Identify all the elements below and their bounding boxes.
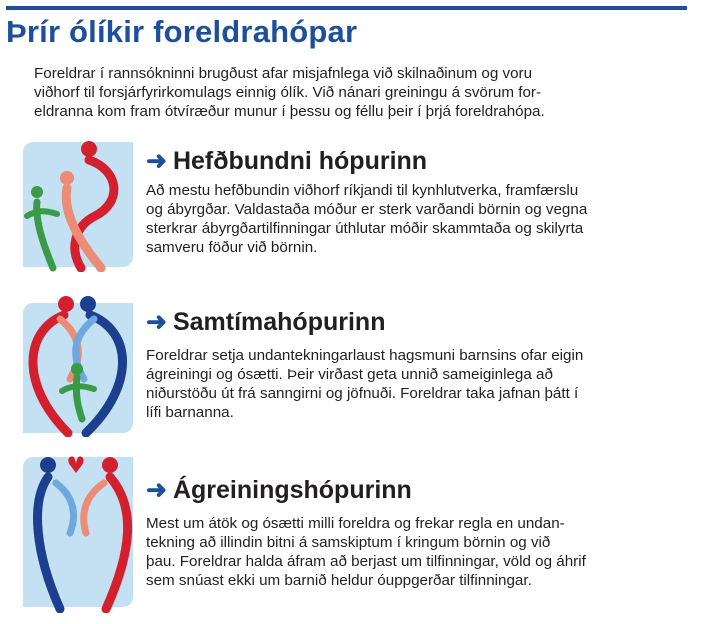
group-description [146, 181, 692, 257]
description-line: sem snúast ekki um barnið heldur óuppgerðar tilfinningar. [146, 572, 532, 589]
description-line: Að mestu hefðbundin viðhorf ríkjandi til kynhlutverka, framfærslu [146, 182, 579, 199]
group-heading-label: Hefðbundni hópurinn [172, 147, 428, 175]
intro-line: eldranna kom fram ótvíræður munur í þessu og féllu þeir í þrjá foreldrahópa. [34, 103, 545, 120]
description-line: niðurstöðu út frá sanngirni og jöfnuði. Foreldrar taka jafnan þátt í [146, 385, 579, 402]
conflict-family-icon [20, 455, 135, 613]
arrow-icon: ➜ [146, 476, 167, 504]
description-line: sterkrar ábyrgðartilfinningar úthlutar móðir skammtaða og skilyrta [146, 220, 584, 237]
description-line: Mest um átök og ósætti milli foreldra og frekar regla en undan- [146, 515, 565, 532]
group-heading-label: Ágreiningshópurinn [172, 476, 412, 504]
description-line: Foreldrar setja undantekningarlaust hagsmuni barnsins ofar eigin [146, 347, 584, 364]
description-line: og ábyrgðar. Valdastaða móður er sterk varðandi börnin og vegna [146, 201, 588, 218]
group-description [146, 514, 692, 590]
arrow-icon: ➜ [146, 308, 167, 336]
description-line: lífi barnanna. [146, 404, 234, 421]
group-heading-label: Samtímahópurinn [172, 308, 386, 336]
description-line: ágreiningi og ósætti. Þeir virðast geta unnið sameiginlega að [146, 366, 553, 383]
cooperative-family-icon [20, 295, 135, 437]
arrow-icon: ➜ [146, 147, 167, 175]
description-line: tekning að illindin bitni á samskiptum í kringum börnin og við [146, 534, 551, 551]
group-heading [146, 307, 385, 337]
page-title: Þrír ólíkir foreldrahópar [6, 14, 358, 49]
traditional-family-icon [23, 140, 135, 272]
intro-paragraph [34, 64, 690, 121]
description-line: þau. Foreldrar halda áfram að berjast um tilfinningar, völd og áhrif [146, 553, 586, 570]
description-line: samveru föður við börnin. [146, 239, 318, 256]
group-description [146, 346, 692, 422]
group-heading [146, 475, 412, 505]
top-rule [6, 6, 687, 10]
group-heading [146, 146, 427, 176]
intro-line: viðhorf til forsjárfyrirkomulags einnig ólík. Við nánari greiningu á svörum for- [34, 84, 542, 101]
intro-line: Foreldrar í rannsókninni brugðust afar misjafnlega við skilnaðinum og voru [34, 65, 533, 82]
